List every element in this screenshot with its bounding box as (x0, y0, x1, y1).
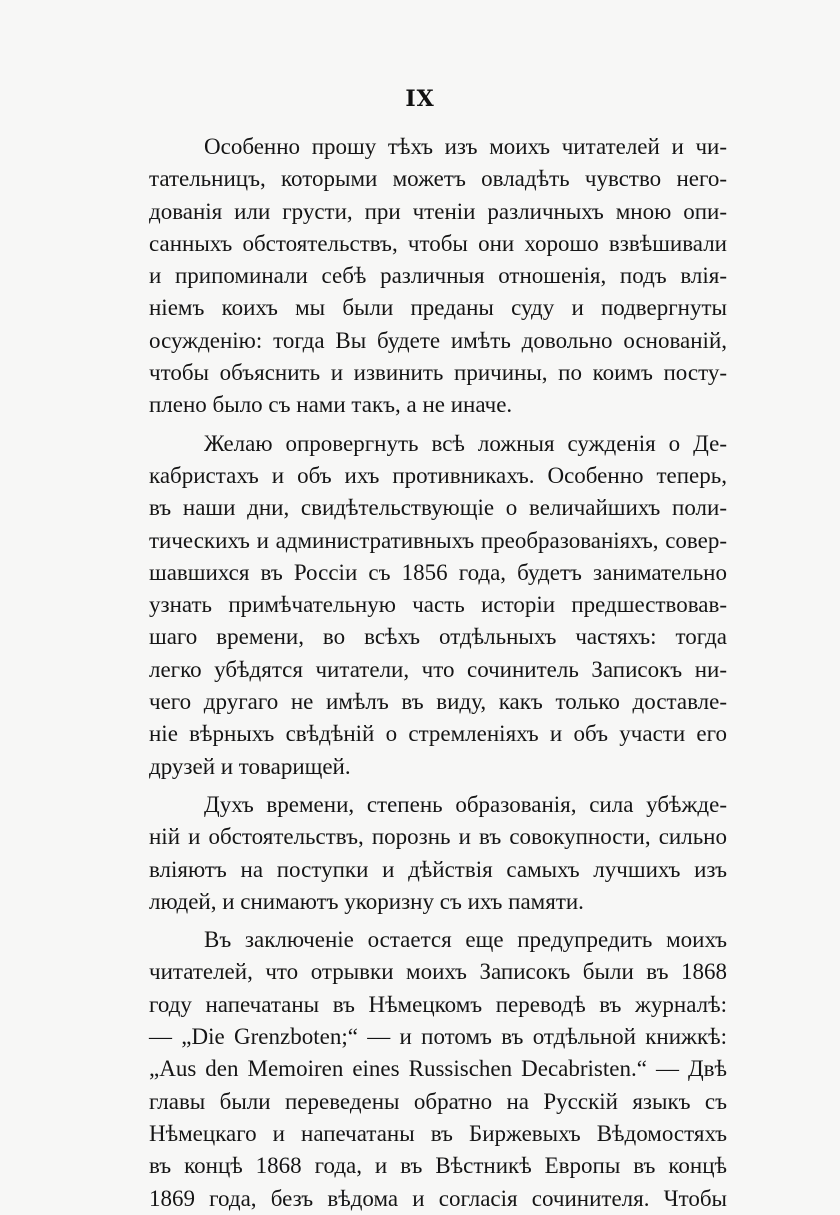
text-line: Въ заключеніе остается еще предупредить моихъ (204, 927, 727, 953)
text-line: узнать примѣчательную часть исторіи предшествовав- (149, 592, 727, 618)
text-line: людей, и снимаютъ укоризну съ ихъ памяти. (149, 888, 584, 914)
text-line: году напечатаны въ Нѣмецкомъ переводѣ въ журналѣ: (149, 991, 727, 1017)
text-line: ніемъ коихъ мы были преданы суду и подвергнуты (149, 295, 727, 321)
text-line: — „Die Grenzboten;“ — и потомъ въ отдѣльной книжкѣ: (149, 1024, 727, 1050)
text-line: Особенно прошу тѣхъ изъ моихъ читателей и чи- (204, 134, 727, 159)
page-number: IX (405, 86, 435, 112)
text-line: друзей и товарищей. (149, 753, 351, 779)
text-line: тическихъ и административныхъ преобразованіяхъ, совер- (149, 527, 727, 553)
text-line: ній и обстоятельствъ, порознь и въ совокупности, сильно (149, 824, 727, 850)
text-line: чего другаго не имѣлъ въ виду, какъ только доставле- (149, 689, 727, 715)
text-line: главы были переведены обратно на Русскій языкъ съ (149, 1088, 727, 1114)
text-line: санныхъ обстоятельствъ, чтобы они хорошо взвѣшивали (149, 230, 727, 256)
text-line: „Aus den Memoiren eines Russischen Decabristen.“ — Двѣ (149, 1056, 727, 1082)
text-line: легко убѣдятся читатели, что сочинитель Записокъ ни- (149, 656, 727, 682)
text-line: Желаю опровергнуть всѣ ложныя сужденія о Де- (204, 430, 727, 456)
text-line: чтобы объяснить и извинить причины, по коимъ посту- (149, 360, 727, 386)
text-line: вліяютъ на поступки и дѣйствія самыхъ лучшихъ изъ (149, 856, 727, 882)
text-line: Нѣмецкаго и напечатаны въ Биржевыхъ Вѣдомостяхъ (149, 1120, 727, 1146)
paragraph-1 (149, 131, 727, 422)
text-line: плено было съ нами такъ, а не иначе. (149, 392, 513, 418)
body-text (149, 131, 727, 1215)
text-line: осужденію: тогда Вы будете имѣть довольно основаній, (149, 327, 727, 353)
text-line: кабристахъ и объ ихъ противникахъ. Особенно теперь, (149, 462, 727, 488)
paragraph-2 (149, 428, 727, 783)
paragraph-3 (149, 789, 727, 918)
text-line: шаго времени, во всѣхъ отдѣльныхъ частяхъ: тогда (149, 624, 727, 650)
text-line: ніе вѣрныхъ свѣдѣній о стремленіяхъ и объ участи его (149, 721, 727, 747)
text-line: Духъ времени, степень образованія, сила убѣжде- (204, 791, 727, 817)
text-line: читателей, что отрывки моихъ Записокъ были въ 1868 (149, 959, 727, 985)
text-line: дованія или грусти, при чтеніи различныхъ мною опи- (149, 198, 727, 224)
text-line: 1869 года, безъ вѣдома и согласія сочинителя. Чтобы (149, 1185, 727, 1211)
text-line: тательницъ, которыми можетъ овладѣть чувство него- (149, 166, 727, 192)
text-line: шавшихся въ Россіи съ 1856 года, будетъ занимательно (149, 559, 727, 585)
paragraph-4 (149, 924, 727, 1215)
text-line: въ концѣ 1868 года, и въ Вѣстникѣ Европы въ концѣ (149, 1153, 727, 1179)
text-line: и припоминали себѣ различныя отношенія, подъ влія- (149, 263, 727, 289)
text-line: въ наши дни, свидѣтельствующіе о величайшихъ поли- (149, 495, 727, 521)
